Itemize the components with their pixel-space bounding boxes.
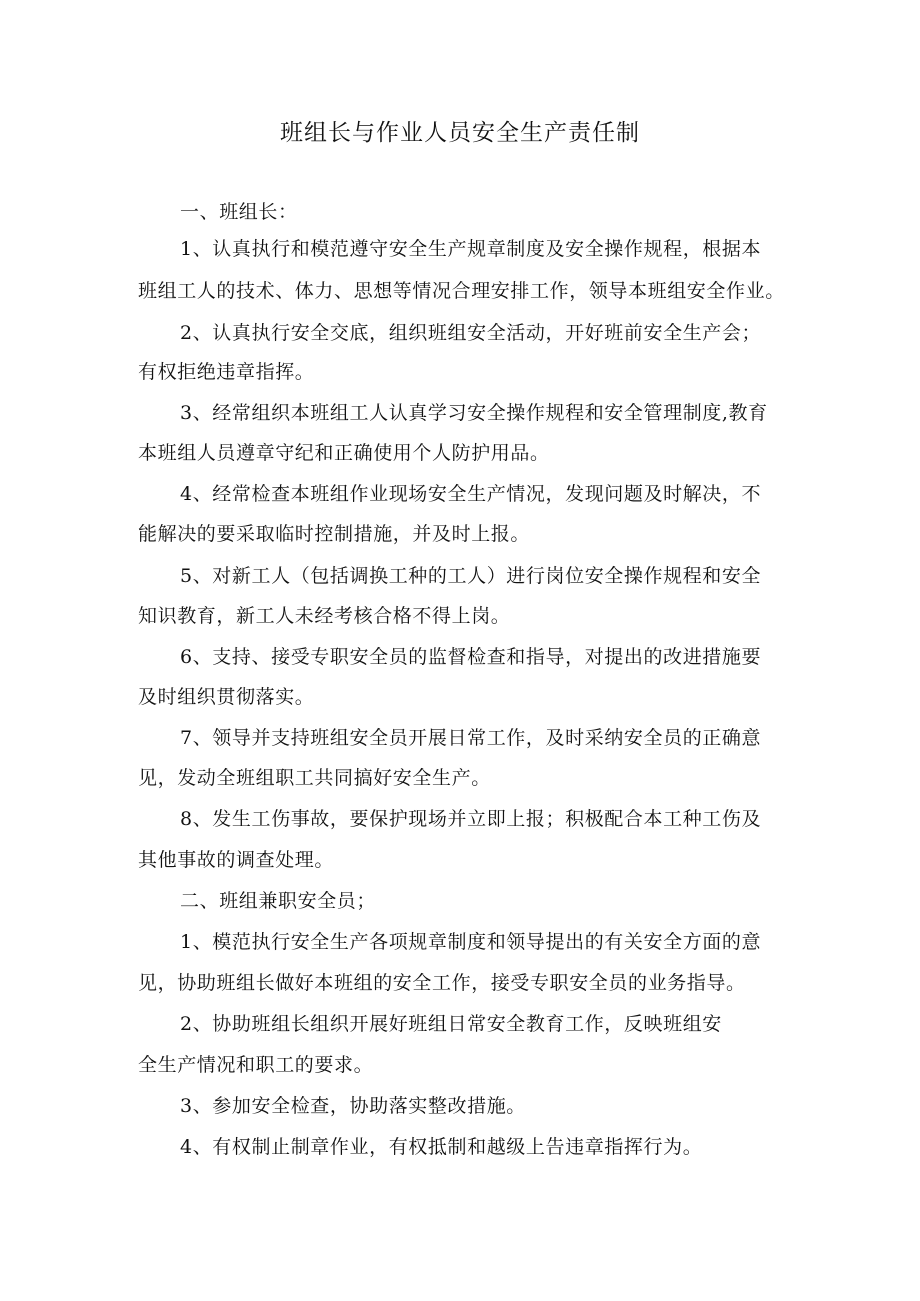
- paragraph-line: 3、经常组织本班组工人认真学习安全操作规程和安全管理制度,教育: [180, 402, 768, 424]
- paragraph-line: 1、模范执行安全生产各项规章制度和领导提出的有关安全方面的意: [180, 931, 762, 953]
- paragraph-line: 4、有权制止制章作业，有权抵制和越级上告违章指挥行为。: [180, 1136, 703, 1158]
- paragraph-line: 能解决的要采取临时控制措施，并及时上报。: [138, 523, 531, 545]
- paragraph-line: 3、参加安全检查，协助落实整改措施。: [180, 1095, 526, 1117]
- paragraph-line: 本班组人员遵章守纪和正确使用个人防护用品。: [138, 442, 550, 464]
- paragraph-line: 2、认真执行安全交底，组织班组安全活动，开好班前安全生产会；: [180, 322, 762, 344]
- paragraph-line: 5、对新工人（包括调换工种的工人）进行岗位安全操作规程和安全: [180, 565, 762, 587]
- paragraph-line: 7、领导并支持班组安全员开展日常工作，及时采纳安全员的正确意: [180, 727, 762, 749]
- section-heading-safety-officer: 二、班组兼职安全员；: [180, 890, 377, 912]
- paragraph-line: 1、认真执行和模范遵守安全生产规章制度及安全操作规程，根据本: [180, 238, 762, 260]
- paragraph-line: 知识教育，新工人未经考核合格不得上岗。: [138, 605, 511, 627]
- document-title: 班组长与作业人员安全生产责任制: [280, 120, 640, 146]
- section-heading-team-leader: 一、班组长：: [180, 201, 298, 223]
- paragraph-line: 8、发生工伤事故，要保护现场并立即上报；积极配合本工种工伤及: [180, 808, 762, 830]
- paragraph-line: 全生产情况和职工的要求。: [138, 1054, 374, 1076]
- paragraph-line: 其他事故的调查处理。: [138, 849, 335, 871]
- paragraph-line: 6、支持、接受专职安全员的监督检查和指导，对提出的改进措施要: [180, 646, 762, 668]
- paragraph-line: 2、协助班组长组织开展好班组日常安全教育工作，反映班组安: [180, 1013, 722, 1035]
- paragraph-line: 见，发动全班组职工共同搞好安全生产。: [138, 767, 491, 789]
- paragraph-line: 4、经常检查本班组作业现场安全生产情况，发现问题及时解决，不: [180, 483, 762, 505]
- paragraph-line: 有权拒绝违章指挥。: [138, 361, 315, 383]
- paragraph-line: 班组工人的技术、体力、思想等情况合理安排工作，领导本班组安全作业。: [138, 280, 785, 302]
- paragraph-line: 见，协助班组长做好本班组的安全工作，接受专职安全员的业务指导。: [138, 972, 746, 994]
- paragraph-line: 及时组织贯彻落实。: [138, 686, 315, 708]
